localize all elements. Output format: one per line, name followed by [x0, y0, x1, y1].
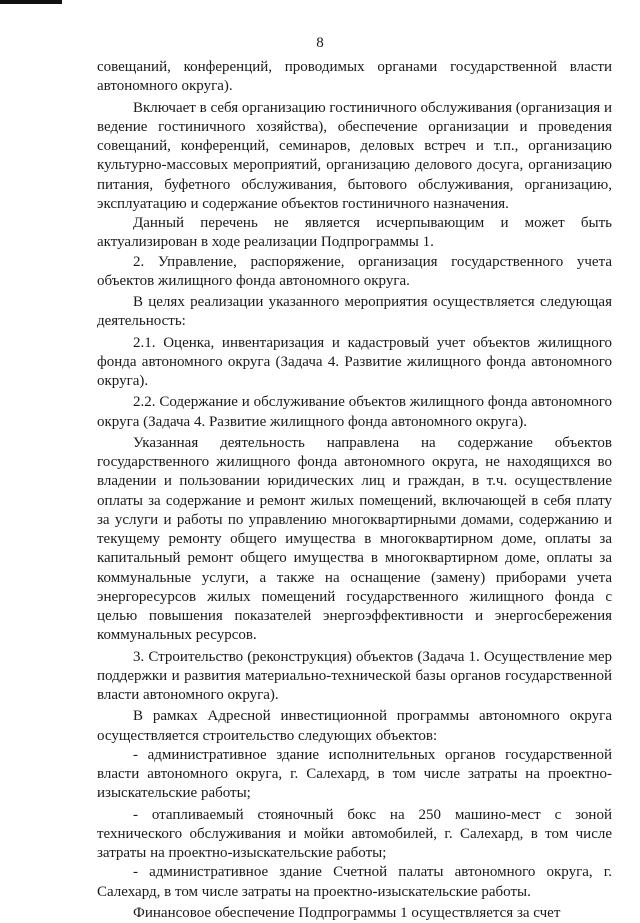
page-number: 8 — [316, 35, 324, 51]
paragraph: совещаний, конференций, проводимых органами государственной власти автономного округа). — [97, 59, 612, 95]
list-item: - отапливаемый стояночный бокс на 250 машино-мест с зоной технического обслуживания и мойки автомобилей, г. Салехард, в том числе затраты на проектно-изыскательские работы; — [97, 806, 612, 861]
paragraph: 2. Управление, распоряжение, организация государственного учета объектов жилищного фонда автономного округа. — [97, 253, 612, 289]
paragraph: Указанная деятельность направлена на содержание объектов государственного жилищного фонда автономного округа, не находящихся во владении и пользовании юридических лиц и граждан, в т.ч. осуществление оплаты за содержание и ремонт жилых помещений, включающей в себя плату за услуги и работы по управлению многоквартирными домами, содержанию и текущему ремонту общего имущества в многоквартирном доме, оплаты за капитальный ремонт общего имущества в многоквартирном доме, оплаты за коммунальные услуги, а также на оснащение (замену) приборами учета энергоресурсов жилых помещений государственного жилищного фонда с целью повышения показателей энергоэффективности и энергосбережения коммунальных ресурсов. — [97, 434, 612, 644]
paragraph: Финансовое обеспечение Подпрограммы 1 осуществляется за счет — [133, 904, 561, 921]
paragraph: В рамках Адресной инвестиционной программы автономного округа осуществляется строительство следующих объектов: — [97, 708, 612, 744]
paragraph: 3. Строительство (реконструкция) объектов (Задача 1. Осуществление мер поддержки и развития материально-технической базы органов государственной власти автономного округа). — [97, 648, 612, 703]
document-body — [97, 58, 612, 923]
list-item: - административное здание исполнительных органов государственной власти автономного округа, г. Салехард, в том числе затраты на проектно-изыскательские работы; — [97, 746, 612, 802]
scan-corner-mark — [0, 0, 62, 4]
paragraph: 2.1. Оценка, инвентаризация и кадастровый учет объектов жилищного фонда автономного округа (Задача 4. Развитие жилищного фонда автономного округа). — [97, 334, 612, 389]
paragraph: Включает в себя организацию гостиничного обслуживания (организация и ведение гостиничного хозяйства), обеспечение организации и проведения совещаний, конференций, семинаров, деловых встреч и т.п., организацию культурно-массовых мероприятий, организацию делового досуга, организацию питания, буфетного обслуживания, бытового обслуживания, организацию, эксплуатацию и содержание объектов гостиничного назначения. — [97, 99, 612, 212]
list-item: - административное здание Счетной палаты автономного округа, г. Салехард, в том числе затраты на проектно-изыскательские работы. — [97, 864, 612, 900]
paragraph: Данный перечень не является исчерпывающим и может быть актуализирован в ходе реализации Подпрограммы 1. — [97, 215, 612, 251]
paragraph: 2.2. Содержание и обслуживание объектов жилищного фонда автономного округа (Задача 4. Развитие жилищного фонда автономного округа). — [97, 394, 612, 430]
paragraph: В целях реализации указанного мероприятия осуществляется следующая деятельность: — [97, 294, 612, 330]
